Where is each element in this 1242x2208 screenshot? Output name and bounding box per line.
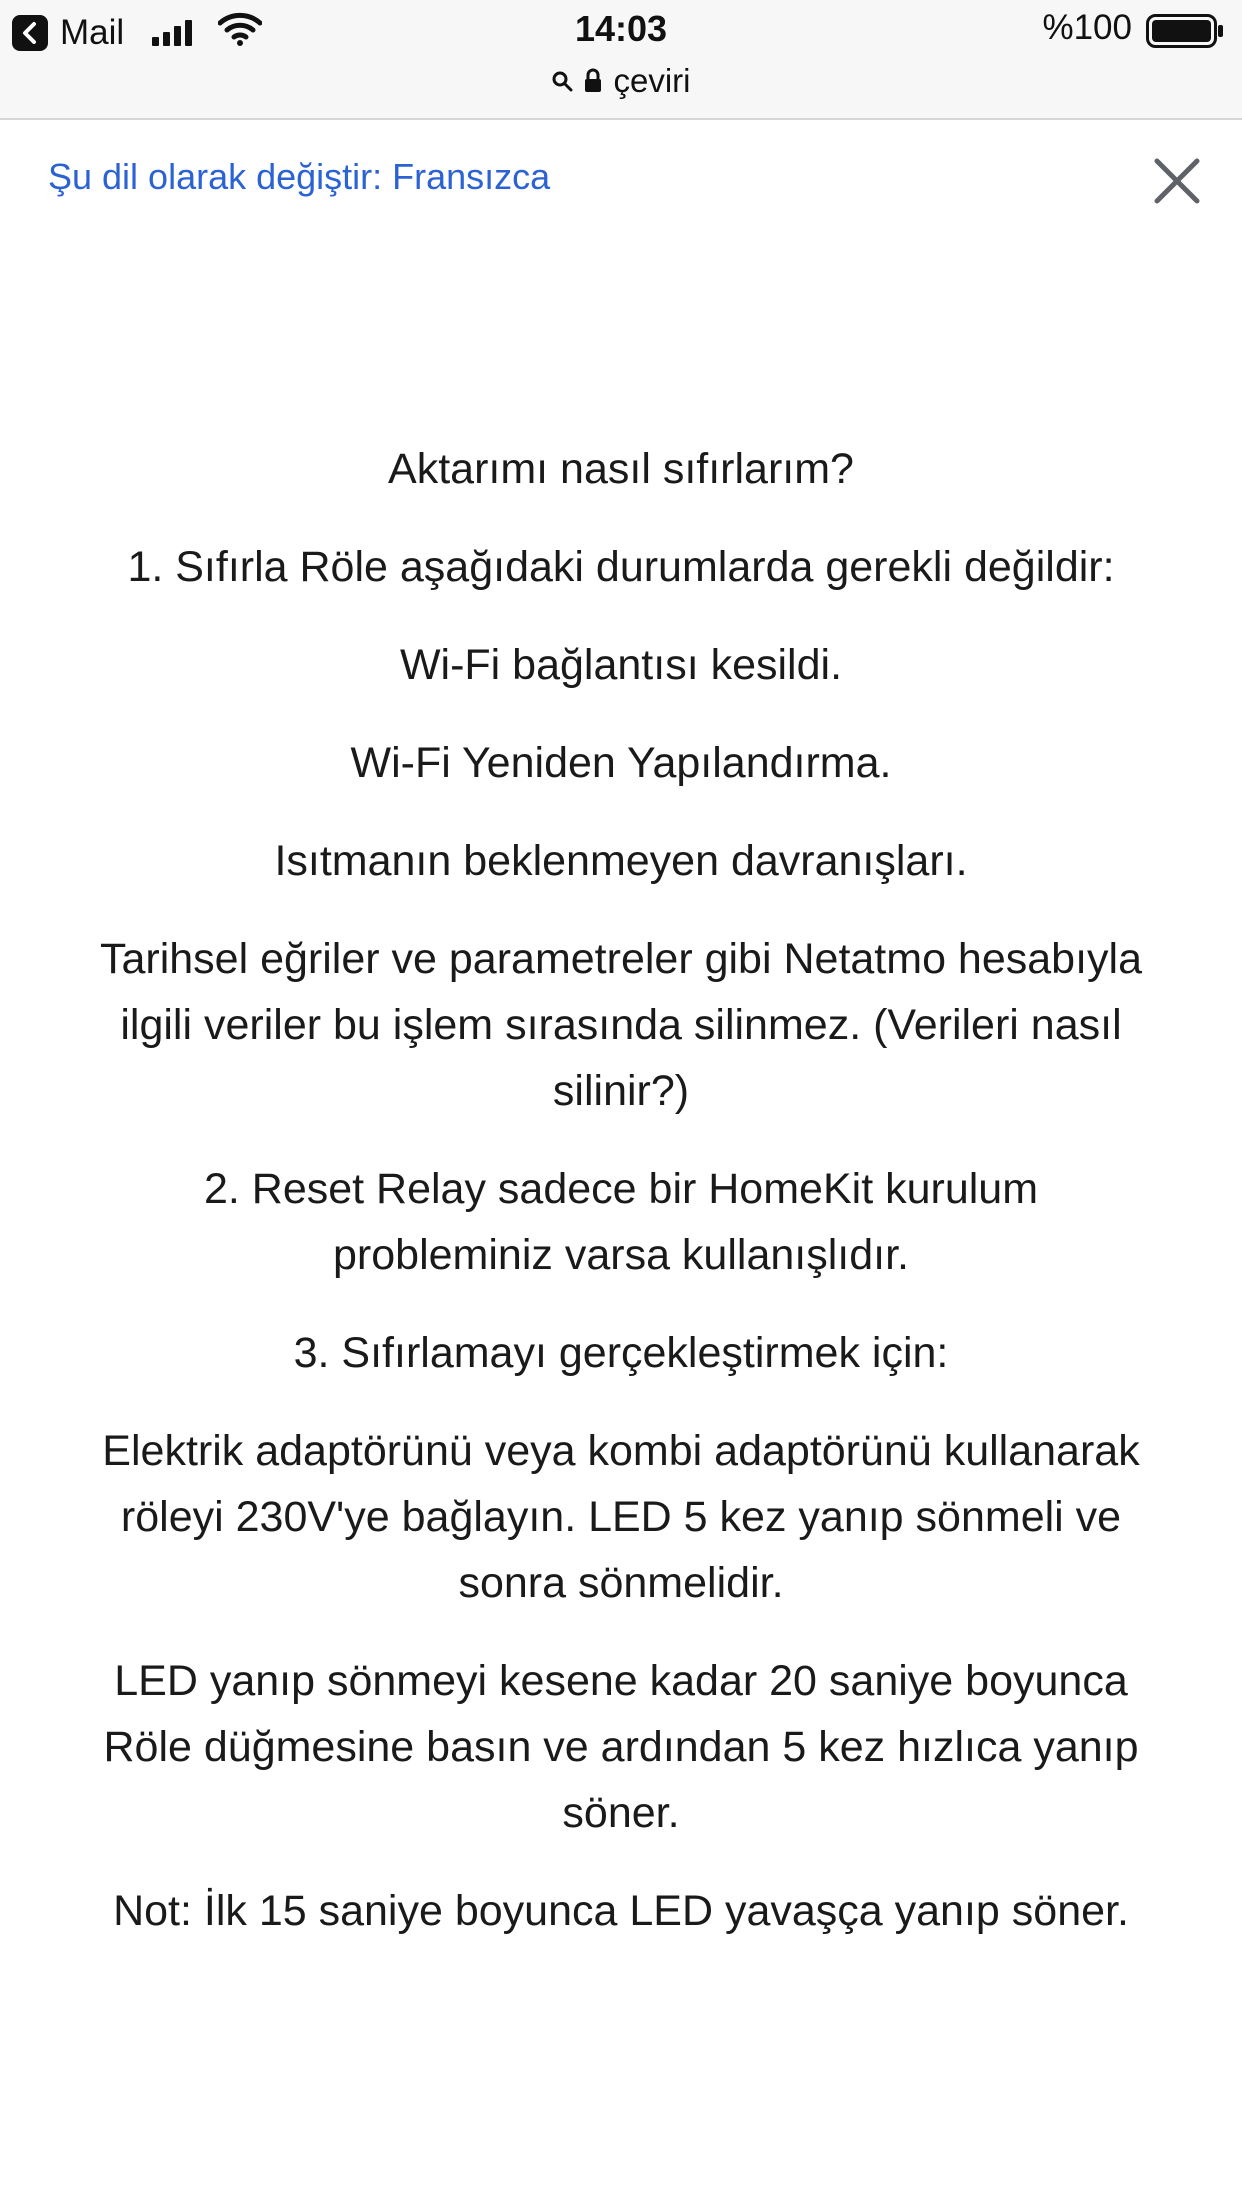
article-paragraph: LED yanıp sönmeyi kesene kadar 20 saniye boyunca Röle düğmesine basın ve ardından 5 kez hızlıca yanıp söner. bbox=[103, 1657, 1139, 1837]
article-paragraph: 3. Sıfırlamayı gerçekleştirmek için: bbox=[293, 1329, 949, 1377]
address-text: çeviri bbox=[613, 62, 691, 99]
translate-bar bbox=[0, 120, 1242, 240]
article-paragraph: Wi-Fi bağlantısı kesildi. bbox=[399, 641, 843, 689]
lock-icon bbox=[583, 68, 603, 94]
article-body bbox=[96, 436, 1146, 1976]
search-icon bbox=[551, 70, 573, 92]
address-bar[interactable] bbox=[0, 58, 1242, 104]
battery-percentage: %100 bbox=[1042, 8, 1132, 47]
article-paragraph: Wi-Fi Yeniden Yapılandırma. bbox=[350, 739, 892, 787]
close-button[interactable] bbox=[1146, 150, 1208, 212]
status-time: 14:03 bbox=[574, 8, 668, 49]
back-app-label: Mail bbox=[60, 13, 125, 52]
battery-icon bbox=[1146, 14, 1224, 48]
article-paragraph: Elektrik adaptörünü veya kombi adaptörünü kullanarak röleyi 230V'ye bağlayın. LED 5 kez yanıp sönmeli ve sonra sönmelidir. bbox=[102, 1427, 1140, 1607]
article-paragraph: Tarihsel eğriler ve parametreler gibi Netatmo hesabıyla ilgili veriler bu işlem sırasında silinmez. (Verileri nasıl silinir?) bbox=[99, 935, 1143, 1115]
article-paragraph: Isıtmanın beklenmeyen davranışları. bbox=[274, 837, 968, 885]
status-bar bbox=[0, 0, 1242, 120]
article-paragraph: 2. Reset Relay sadece bir HomeKit kurulum probleminiz varsa kullanışlıdır. bbox=[203, 1165, 1039, 1279]
article-title: Aktarımı nasıl sıfırlarım? bbox=[388, 445, 854, 493]
article-paragraph: 1. Sıfırla Röle aşağıdaki durumlarda gerekli değildir: bbox=[127, 543, 1115, 591]
article-paragraph: Not: İlk 15 saniye boyunca LED yavaşça yanıp söner. bbox=[113, 1887, 1129, 1935]
change-language-link[interactable]: Şu dil olarak değiştir: Fransızca bbox=[48, 156, 551, 197]
close-icon bbox=[1153, 157, 1201, 205]
